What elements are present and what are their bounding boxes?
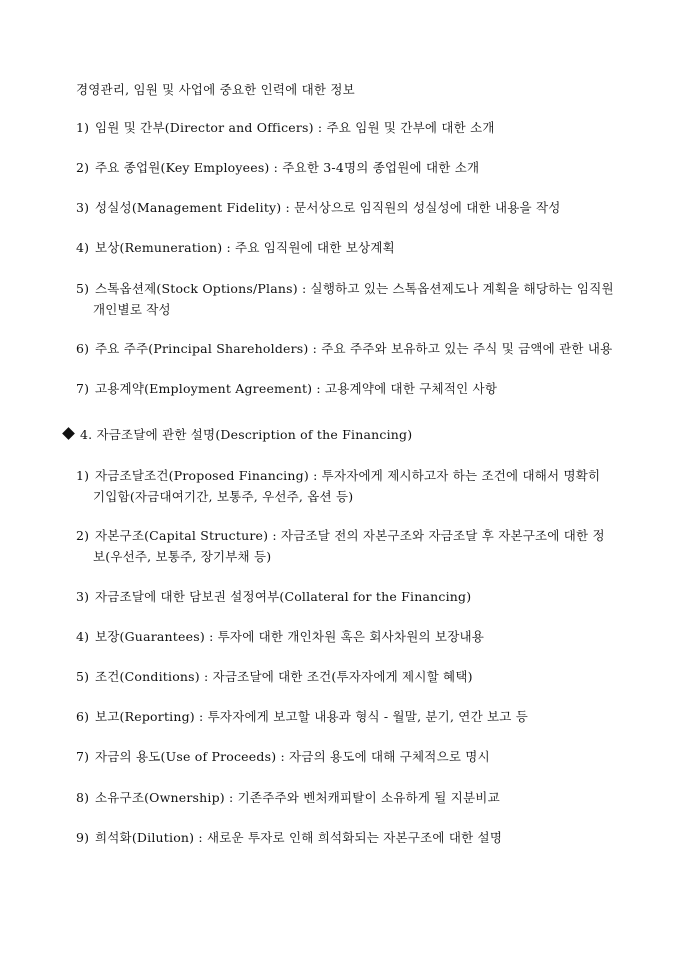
- item-number: 5): [76, 669, 90, 684]
- item-number: 5): [76, 281, 90, 296]
- financing-item: [76, 787, 624, 808]
- management-item: [76, 378, 624, 399]
- item-number: 3): [76, 589, 90, 604]
- item-continuation: 보(우선주, 보통주, 장기부채 등): [93, 549, 272, 564]
- item-text: 스톡옵션제(Stock Options/Plans) : 실행하고 있는 스톡옵션제도나 계획을 해당하는 임직원: [95, 281, 614, 296]
- management-item: [76, 338, 624, 359]
- item-text: 주요 주주(Principal Shareholders) : 주요 주주와 보유하고 있는 주식 및 금액에 관한 내용: [95, 341, 613, 356]
- item-number: 7): [76, 749, 90, 764]
- intro-line: 경영관리, 임원 및 사업에 중요한 인력에 대한 정보: [76, 82, 355, 97]
- item-text: 자금의 용도(Use of Proceeds) : 자금의 용도에 대해 구체적으로 명시: [95, 749, 490, 764]
- management-item: [76, 237, 624, 258]
- item-number: 4): [76, 240, 90, 255]
- item-text: 성실성(Management Fidelity) : 문서상으로 임직원의 성실성에 대한 내용을 작성: [95, 200, 561, 215]
- item-text: 조건(Conditions) : 자금조달에 대한 조건(투자자에게 제시할 혜택): [95, 669, 473, 684]
- item-number: 6): [76, 341, 90, 356]
- item-number: 1): [76, 468, 90, 483]
- financing-item: [76, 666, 624, 687]
- item-text: 보상(Remuneration) : 주요 임직원에 대한 보상계획: [95, 240, 395, 255]
- item-text: 자본구조(Capital Structure) : 자금조달 전의 자본구조와 자금조달 후 자본구조에 대한 정: [95, 528, 605, 543]
- item-number: 6): [76, 709, 90, 724]
- financing-item: [76, 465, 624, 507]
- item-text: 임원 및 간부(Director and Officers) : 주요 임원 및 간부에 대한 소개: [95, 120, 495, 135]
- item-continuation: 기입함(자금대여기간, 보통주, 우선주, 옵션 등): [93, 489, 354, 504]
- financing-item: [76, 525, 624, 567]
- management-item: [76, 157, 624, 178]
- item-text: 자금조달조건(Proposed Financing) : 투자자에게 제시하고자 하는 조건에 대해서 명확히: [95, 468, 601, 483]
- item-continuation: 개인별로 작성: [93, 302, 171, 317]
- item-number: 1): [76, 120, 90, 135]
- item-number: 9): [76, 830, 90, 845]
- item-number: 2): [76, 528, 90, 543]
- item-number: 3): [76, 200, 90, 215]
- section-heading: [62, 425, 412, 443]
- item-number: 8): [76, 790, 90, 805]
- financing-item: [76, 586, 624, 607]
- item-number: 2): [76, 160, 90, 175]
- item-text: 주요 종업원(Key Employees) : 주요한 3-4명의 종업원에 대한 소개: [95, 160, 480, 175]
- item-text: 소유구조(Ownership) : 기존주주와 벤처캐피탈이 소유하게 될 지분비교: [95, 790, 500, 805]
- management-item: [76, 278, 624, 320]
- financing-item: [76, 626, 624, 647]
- management-item: [76, 197, 624, 218]
- financing-item: [76, 827, 624, 848]
- financing-item: [76, 746, 624, 767]
- item-text: 보장(Guarantees) : 투자에 대한 개인차원 혹은 회사차원의 보장내용: [95, 629, 485, 644]
- financing-item: [76, 706, 624, 727]
- diamond-bullet-icon: [62, 427, 75, 440]
- item-text: 희석화(Dilution) : 새로운 투자로 인해 희석화되는 자본구조에 대한 설명: [95, 830, 503, 845]
- item-number: 7): [76, 381, 90, 396]
- item-text: 자금조달에 대한 담보권 설정여부(Collateral for the Financing): [95, 589, 472, 604]
- item-number: 4): [76, 629, 90, 644]
- section-title: 4. 자금조달에 관한 설명(Description of the Financing): [80, 427, 413, 442]
- item-text: 보고(Reporting) : 투자자에게 보고할 내용과 형식 - 월말, 분기, 연간 보고 등: [95, 709, 529, 724]
- item-text: 고용계약(Employment Agreement) : 고용계약에 대한 구체적인 사항: [95, 381, 498, 396]
- management-item: [76, 117, 624, 138]
